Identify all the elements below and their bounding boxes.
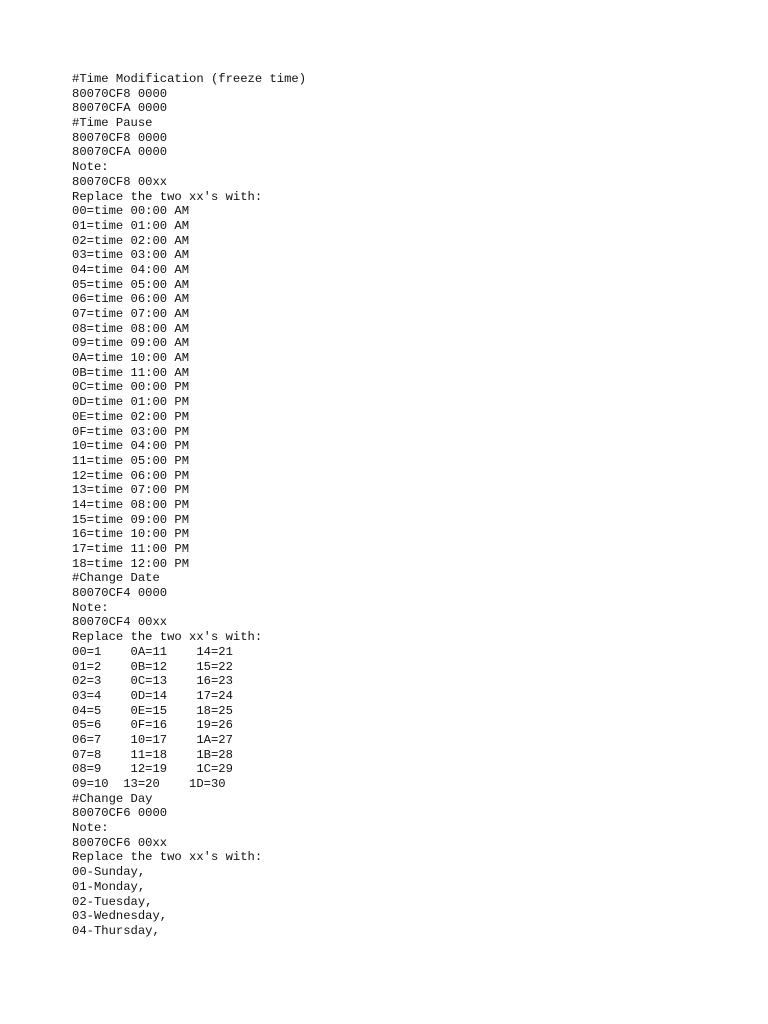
text-line: 09=time 09:00 AM <box>72 336 190 351</box>
text-line: 05=6 0F=16 19=26 <box>72 718 233 733</box>
text-line: 03=time 03:00 AM <box>72 248 190 263</box>
text-line: 0C=time 00:00 PM <box>72 380 190 395</box>
text-line: 08=time 08:00 AM <box>72 321 190 336</box>
text-line: Note: <box>72 821 109 836</box>
text-line: Replace the two xx's with: <box>72 850 263 865</box>
text-line: 0A=time 10:00 AM <box>72 351 190 366</box>
text-line: Replace the two xx's with: <box>72 630 263 645</box>
text-line: Replace the two xx's with: <box>72 189 263 204</box>
text-line: 00=1 0A=11 14=21 <box>72 644 233 659</box>
text-line: #Time Modification (freeze time) <box>72 72 307 86</box>
text-line: 04=time 04:00 AM <box>72 262 190 277</box>
text-line: 08=9 12=19 1C=29 <box>72 762 233 777</box>
text-line: 0E=time 02:00 PM <box>72 409 190 424</box>
text-line: 01=time 01:00 AM <box>72 218 190 233</box>
text-line: 13=time 07:00 PM <box>72 483 190 498</box>
text-line: 11=time 05:00 PM <box>72 453 190 468</box>
text-line: 01=2 0B=12 15=22 <box>72 659 233 674</box>
text-line: #Change Date <box>72 571 160 586</box>
text-line: 17=time 11:00 PM <box>72 542 190 556</box>
text-line: 03=4 0D=14 17=24 <box>72 688 233 703</box>
text-line: 80070CFA 0000 <box>72 145 168 160</box>
text-line: 14=time 08:00 PM <box>72 497 190 512</box>
text-line: 07=time 07:00 AM <box>72 307 190 321</box>
text-line: Note: <box>72 160 109 175</box>
text-line: 02=3 0C=13 16=23 <box>72 674 233 689</box>
text-line: 16=time 10:00 PM <box>72 527 190 542</box>
text-line: 06=7 10=17 1A=27 <box>72 732 233 747</box>
text-line: #Time Pause <box>72 116 153 131</box>
text-line: 80070CF6 0000 <box>72 806 168 821</box>
text-line: 09=10 13=20 1D=30 <box>72 777 226 791</box>
text-line: 80070CF8 0000 <box>72 130 168 145</box>
text-line: 80070CF4 0000 <box>72 586 168 601</box>
text-line: 80070CF6 00xx <box>72 835 168 850</box>
text-line: 04-Thursday, <box>72 923 160 938</box>
text-line: 10=time 04:00 PM <box>72 439 190 454</box>
text-line: 03-Wednesday, <box>72 909 168 924</box>
text-line: 80070CFA 0000 <box>72 101 168 116</box>
text-line: 80070CF4 00xx <box>72 615 168 630</box>
text-line: 02-Tuesday, <box>72 894 153 909</box>
text-line: 0D=time 01:00 PM <box>72 395 190 410</box>
text-line: 12=time 06:00 PM <box>72 468 190 483</box>
text-line: 18=time 12:00 PM <box>72 556 190 571</box>
text-line: 15=time 09:00 PM <box>72 512 190 527</box>
text-line: 06=time 06:00 AM <box>72 292 190 307</box>
text-line: 07=8 11=18 1B=28 <box>72 747 233 762</box>
text-line: 0B=time 11:00 AM <box>72 365 190 380</box>
text-line: 00-Sunday, <box>72 865 146 880</box>
text-line: 05=time 05:00 AM <box>72 277 190 292</box>
text-line: 01-Monday, <box>72 879 146 894</box>
text-line: Note: <box>72 600 109 615</box>
text-line: #Change Day <box>72 791 153 806</box>
text-line: 80070CF8 00xx <box>72 174 168 189</box>
text-line: 04=5 0E=15 18=25 <box>72 703 233 718</box>
text-line: 80070CF8 0000 <box>72 86 168 101</box>
text-line: 02=time 02:00 AM <box>72 233 190 248</box>
text-line: 00=time 00:00 AM <box>72 204 190 219</box>
document-text <box>72 72 306 939</box>
text-line: 0F=time 03:00 PM <box>72 424 190 439</box>
